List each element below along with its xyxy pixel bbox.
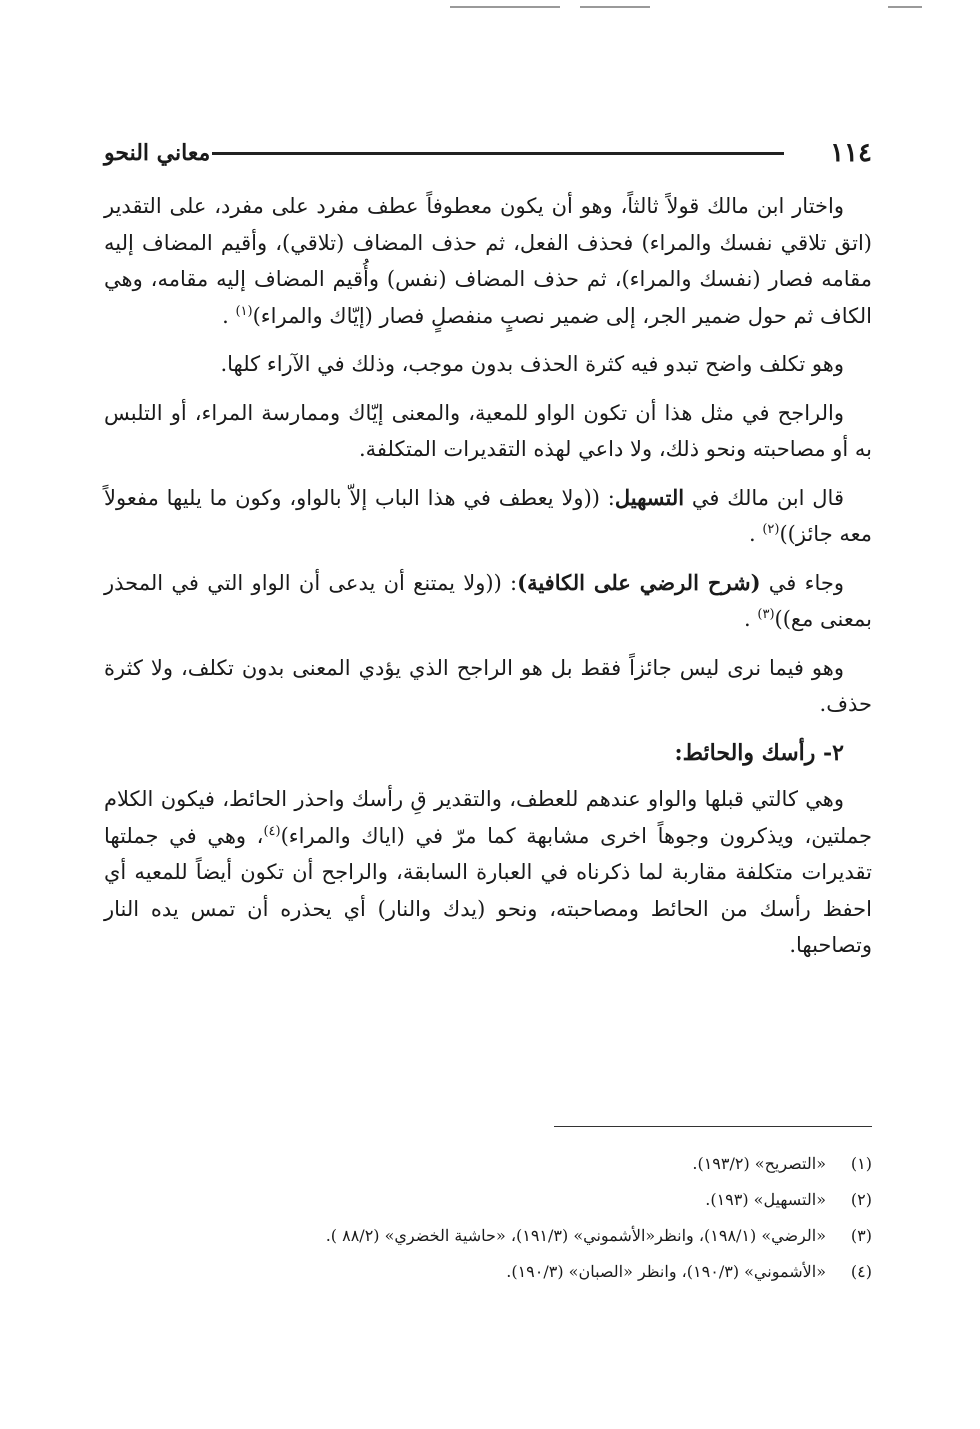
footnote-ref-1: (١) xyxy=(235,303,253,319)
page-number: ١١٤ xyxy=(830,138,872,168)
footnote-3 xyxy=(104,1218,872,1254)
paragraph-7-before: وهي كالتي قبلها والواو عندهم للعطف، والتقدير قِ رأسك واحذر الحائط، فيكون الكلام جملتين، ويذكرون وجوهاً اخرى مشابهة كما مرّ في (اياك والمراء) xyxy=(104,787,872,848)
paragraph-1-end: . xyxy=(222,303,236,328)
paragraph-4-end: . xyxy=(748,522,763,546)
footnote-2 xyxy=(104,1182,872,1218)
footnote-number: (١) xyxy=(850,1154,872,1173)
paragraph-4 xyxy=(104,480,872,553)
book-title: معاني النحو xyxy=(104,140,211,166)
paragraph-6: وهو فيما نرى ليس جائزاً فقط بل هو الراجح الذي يؤدي المعنى بدون تكلف، ولا كثرة حذف. xyxy=(104,655,872,716)
footnote-text: «الرضي» (١٩٨/١)، وانظر«الأشموني» (١٩١/٣)، «حاشية الخضري» (٨٨/٢ ). xyxy=(325,1226,826,1245)
scan-line-3 xyxy=(888,6,922,8)
paragraph-2: وهو تكلف واضح تبدو فيه كثرة الحذف بدون موجب، وذلك في الآراء كلها. xyxy=(220,352,844,376)
footnote-text: «التصريح» (١٩٣/٢). xyxy=(692,1154,826,1173)
footnote-text: «التسهيل» (١٩٣). xyxy=(705,1190,826,1209)
paragraph-5-end: . xyxy=(744,607,758,631)
paragraph-1 xyxy=(104,188,872,334)
paragraph-4-after: : ((ولا يعطف في هذا الباب إلاّ بالواو، وكون ما يليها مفعولاً معه جائز)) xyxy=(104,485,872,546)
main-text xyxy=(104,188,872,974)
footnotes xyxy=(104,1146,872,1290)
footnote-ref-4: (٤) xyxy=(263,823,281,839)
header-rule xyxy=(212,152,784,155)
footnote-1 xyxy=(104,1146,872,1182)
footnote-ref-3: (٣) xyxy=(757,607,775,622)
footnote-4 xyxy=(104,1254,872,1290)
footnote-rule xyxy=(554,1126,872,1127)
paragraph-1-text: واختار ابن مالك قولاً ثالثاً، وهو أن يكون معطوفاً عطف مفرد على مفرد، على التقدير (اتق تلاقي نفسك والمراء) فحذف الفعل، ثم حذف المضاف (تلاقي)، وأقيم المضاف إليه مقامه فصار (نفسك والمراء)، ثم حذف المضاف (نفس) وأُقيم المضاف إليه مقامه، وهي الكاف ثم حول ضمير الجر، إلى ضمير نصبٍ منفصلٍ فصار (إيّاك والمراء) xyxy=(104,194,872,328)
footnote-number: (٤) xyxy=(850,1262,872,1281)
paragraph-7 xyxy=(104,781,872,964)
footnote-number: (٢) xyxy=(850,1190,872,1209)
term-sharh-radi: (شرح الرضي على الكافية) xyxy=(517,569,761,595)
paragraph-5-after: : ((ولا يمتنع أن يدعى أن الواو التي في المحذر بمعنى مع)) xyxy=(104,570,872,631)
scan-line-1 xyxy=(450,6,560,8)
page-header xyxy=(104,138,872,178)
paragraph-3: والراجح في مثل هذا أن تكون الواو للمعية، والمعنى إيّاك وممارسة المراء، أو التلبس به أو مصاحبته ونحو ذلك، ولا داعي لهذه التقديرات المتكلفة. xyxy=(104,400,872,461)
paragraph-7-after: ، وهي في جملتها تقديرات متكلفة مقاربة لما ذكرناه في العبارة السابقة، والراجح أن تكون أيضاً للمعيه أي احفظ رأسك من الحائط ومصاحبته، ونحو (يدك والنار) أي يحذره أن تمس يده النار وتصاحبها. xyxy=(104,823,872,957)
paragraph-5 xyxy=(104,565,872,638)
paragraph-4-before: قال ابن مالك في xyxy=(684,485,844,510)
scan-line-2 xyxy=(580,6,650,8)
footnote-ref-2: (٢) xyxy=(762,522,780,537)
section-heading: ٢- رأسك والحائط: xyxy=(674,739,844,766)
paragraph-5-before: وجاء في xyxy=(760,570,845,595)
footnote-number: (٣) xyxy=(850,1226,872,1245)
term-tashil: التسهيل xyxy=(614,484,685,510)
footnote-text: «الأشموني» (١٩٠/٣)، وانظر «الصبان» (١٩٠/٣). xyxy=(506,1262,826,1281)
